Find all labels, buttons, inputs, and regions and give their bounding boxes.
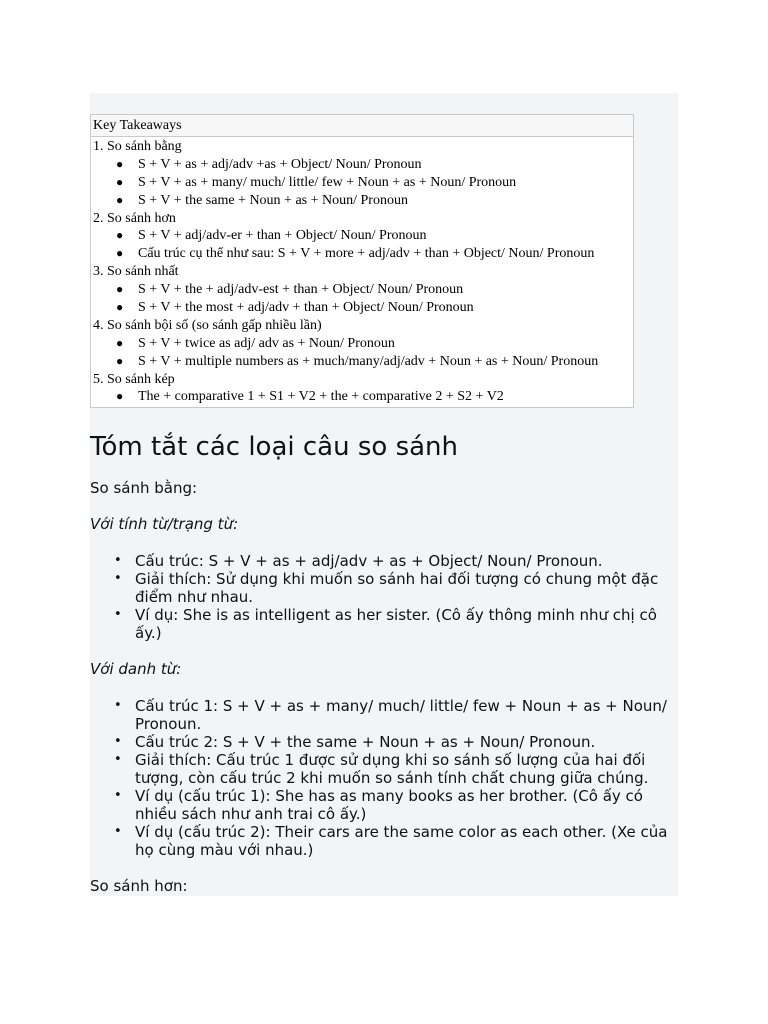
list-item: ● Cấu trúc cụ thể như sau: S + V + more + adj/adv + than + Object/ Noun/ Pronoun — [116, 246, 595, 262]
bullet-icon: • — [114, 571, 122, 586]
bullet-icon: • — [114, 607, 122, 622]
list-item: ● S + V + the same + Noun + as + Noun/ Pronoun — [116, 192, 408, 208]
bullet-icon: ● — [116, 246, 124, 261]
bullet-icon: ● — [116, 192, 124, 207]
list-item: ● S + V + as + many/ much/ little/ few + Noun + as + Noun/ Pronoun — [116, 174, 517, 190]
list-item: ● S + V + twice as adj/ adv as + Noun/ Pronoun — [116, 335, 395, 351]
list-item: • Cấu trúc 2: S + V + the same + Noun + as + Noun/ Pronoun. — [114, 733, 596, 751]
bullet-icon: • — [114, 824, 122, 839]
list-item: • Giải thích: Cấu trúc 1 được sử dụng khi so sánh số lượng của hai đối tượng, còn cấu trúc 2 khi muốn so sánh tính chất chung giữa chúng. — [114, 751, 649, 787]
bullet-icon: • — [114, 698, 122, 713]
summary-title: Tóm tắt các loại câu so sánh — [90, 432, 459, 462]
adjective-label: Với tính từ/trạng từ: — [90, 515, 239, 533]
comparative-label: So sánh hơn: — [90, 877, 188, 895]
equal-comparison-label: So sánh bằng: — [90, 479, 198, 497]
section-heading: 5. So sánh kép — [93, 371, 175, 387]
list-item: • Ví dụ (cấu trúc 2): Their cars are the same color as each other. (Xe của họ cùng màu với nhau.) — [114, 823, 668, 859]
key-takeaways-title: Key Takeaways — [91, 115, 633, 137]
bullet-icon: • — [114, 553, 122, 568]
list-item: • Cấu trúc: S + V + as + adj/adv + as + Object/ Noun/ Pronoun. — [114, 552, 603, 570]
bullet-icon: • — [114, 734, 122, 749]
bullet-icon: • — [114, 752, 122, 767]
bullet-icon: ● — [116, 282, 124, 297]
list-item: ● S + V + multiple numbers as + much/many/adj/adv + Noun + as + Noun/ Pronoun — [116, 353, 599, 369]
list-item: ● S + V + adj/adv-er + than + Object/ Noun/ Pronoun — [116, 228, 427, 244]
bullet-icon: ● — [116, 353, 124, 368]
section-heading: 1. So sánh bằng — [93, 139, 182, 154]
list-item: • Giải thích: Sử dụng khi muốn so sánh hai đối tượng có chung một đặc điểm như nhau. — [114, 570, 659, 606]
bullet-icon: ● — [116, 300, 124, 315]
section-heading: 4. So sánh bội số (so sánh gấp nhiều lần) — [93, 317, 322, 333]
list-item: ● S + V + as + adj/adv +as + Object/ Noun/ Pronoun — [116, 156, 422, 172]
bullet-icon: ● — [116, 156, 124, 171]
adjective-list — [90, 552, 678, 642]
key-takeaways-body — [91, 137, 633, 406]
section-heading: 2. So sánh hơn — [93, 210, 176, 226]
bullet-icon: ● — [116, 335, 124, 350]
list-item: ● The + comparative 1 + S1 + V2 + the + comparative 2 + S2 + V2 — [116, 389, 504, 405]
section-heading: 3. So sánh nhất — [93, 264, 179, 280]
summary-section — [90, 428, 678, 895]
list-item: • Ví dụ: She is as intelligent as her sister. (Cô ấy thông minh như chị cô ấy.) — [114, 606, 657, 642]
bullet-icon: ● — [116, 228, 124, 243]
bullet-icon: ● — [116, 174, 124, 189]
noun-label: Với danh từ: — [90, 660, 182, 678]
list-item: ● S + V + the + adj/adv-est + than + Object/ Noun/ Pronoun — [116, 282, 464, 298]
key-takeaways-box — [90, 114, 634, 408]
noun-list — [90, 697, 678, 859]
bullet-icon: • — [114, 788, 122, 803]
list-item: • Ví dụ (cấu trúc 1): She has as many books as her brother. (Cô ấy có nhiều sách như anh trai cô ấy.) — [114, 787, 643, 823]
list-item: ● S + V + the most + adj/adv + than + Object/ Noun/ Pronoun — [116, 300, 474, 316]
list-item: • Cấu trúc 1: S + V + as + many/ much/ little/ few + Noun + as + Noun/ Pronoun. — [114, 697, 667, 733]
bullet-icon: ● — [116, 389, 124, 404]
